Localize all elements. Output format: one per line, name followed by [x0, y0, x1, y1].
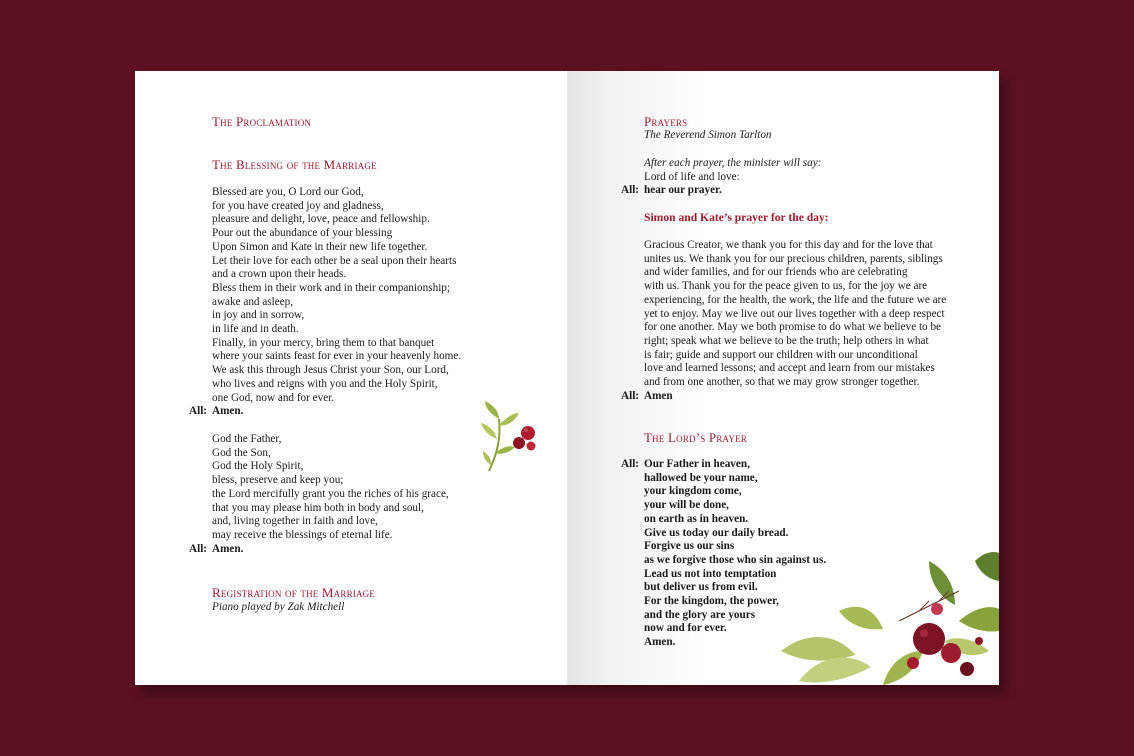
- blessing-line: Bless them in their work and in their companionship;: [212, 281, 451, 294]
- lords-prayer-line: Lead us not into temptation: [644, 567, 777, 580]
- registration-note: Piano played by Zak Mitchell: [212, 601, 345, 613]
- trinity-line: bless, preserve and keep you;: [212, 474, 344, 487]
- blessing-line: in joy and in sorrow,: [212, 309, 305, 322]
- proclamation-heading: The Proclamation: [212, 114, 312, 129]
- prayers-heading: Prayers: [644, 114, 688, 129]
- blessing-line: Let their love for each other be a seal upon their hearts: [212, 254, 457, 267]
- lords-prayer-line: and the glory are yours: [644, 608, 756, 621]
- blessing-line: We ask this through Jesus Christ your Son, our Lord,: [212, 364, 449, 377]
- response-label: All:: [621, 389, 640, 402]
- response-label: All:: [189, 542, 208, 555]
- right-page: [567, 71, 999, 685]
- blessing-line: in life and in death.: [212, 323, 299, 336]
- blessing-line: Upon Simon and Kate in their new life together.: [212, 240, 428, 253]
- trinity-line: that you may please him both in body and soul,: [212, 501, 424, 514]
- lords-prayer-line: your kingdom come,: [644, 485, 742, 498]
- response-label: All:: [189, 405, 208, 418]
- prayers-instruction: After each prayer, the minister will say:: [644, 157, 822, 169]
- lords-prayer-line-text: Our Father in heaven,: [644, 458, 750, 470]
- prayer-line: yet to enjoy. May we live out our lives together with a deep respect: [644, 307, 945, 320]
- lords-prayer-line: For the kingdom, the power,: [644, 595, 779, 608]
- lords-prayer-heading: The Lord’s Prayer: [644, 430, 748, 445]
- response-line: [189, 542, 449, 557]
- prayer-line: Gracious Creator, we thank you for this day and for the love that: [644, 239, 933, 251]
- blessing-line: Blessed are you, O Lord our God,: [212, 186, 364, 198]
- lords-prayer-line: [621, 458, 826, 472]
- prayer-line: and wider families, and for our friends who are celebrating: [644, 266, 908, 279]
- response-text: Amen: [644, 389, 673, 402]
- lords-prayer-line: on earth as in heaven.: [644, 512, 749, 525]
- blessing-line: Finally, in your mercy, bring them to that banquet: [212, 336, 435, 349]
- prayers-versicle: Lord of life and love:: [644, 170, 740, 183]
- blessing-line: awake and asleep,: [212, 295, 294, 308]
- response-line: [621, 184, 821, 198]
- trinity-line: God the Son,: [212, 446, 271, 459]
- response-text: Amen.: [212, 405, 244, 418]
- blessing-line: for you have created joy and gladness,: [212, 199, 384, 212]
- prayer-line: love and learned lessons; and accept and learn from our mistakes: [644, 362, 935, 375]
- prayers-minister: The Reverend Simon Tarlton: [644, 129, 772, 141]
- prayer-line: and from one another, so that we may grow stronger together.: [644, 376, 920, 389]
- prayer-line: right; speak what we believe to be the truth; help others in what: [644, 334, 929, 347]
- registration-heading: Registration of the Marriage: [212, 585, 376, 600]
- blessing-line: where your saints feast for ever in your heavenly home.: [212, 350, 462, 363]
- prayers-intro: [621, 157, 822, 198]
- floral-corner-icon: [779, 551, 999, 685]
- lords-prayer-line: your will be done,: [644, 499, 729, 512]
- trinity-line: may receive the blessings of eternal life.: [212, 528, 393, 541]
- blessing-line: pleasure and delight, love, peace and fellowship.: [212, 213, 430, 226]
- couple-prayer-text: [621, 239, 947, 403]
- lords-prayer-line: but deliver us from evil.: [644, 581, 758, 594]
- response-label: All:: [621, 184, 640, 197]
- blessing-heading: The Blessing of the Marriage: [212, 157, 377, 172]
- lords-prayer-line: Give us today our daily bread.: [644, 526, 789, 539]
- couple-prayer-heading: Simon and Kate’s prayer for the day:: [644, 211, 829, 224]
- trinity-line: and, living together in faith and love,: [212, 515, 378, 528]
- response-line: [621, 389, 946, 404]
- lords-prayer-line: hallowed be your name,: [644, 471, 758, 484]
- blessing-line: who lives and reigns with you and the Holy Spirit,: [212, 377, 438, 390]
- response-line: [189, 405, 461, 419]
- trinity-text: [189, 433, 449, 556]
- response-label: All:: [621, 458, 640, 470]
- lords-prayer-line: Forgive us our sins: [644, 540, 735, 553]
- prayer-line: with us. Thank you for the peace given to us, for the joy we are: [644, 280, 928, 293]
- prayer-line: for one another. May we both promise to do what we believe to be: [644, 321, 942, 334]
- response-text: hear our prayer.: [644, 184, 722, 197]
- holly-sprig-icon: [479, 399, 543, 475]
- blessing-line: and a crown upon their heads.: [212, 268, 347, 281]
- trinity-line: God the Holy Spirit,: [212, 460, 304, 473]
- lords-prayer-line: Amen.: [644, 636, 676, 649]
- prayer-line: unites us. We thank you for our precious children, parents, siblings: [644, 252, 943, 265]
- prayer-line: is fair; guide and support our children with our unconditional: [644, 348, 918, 361]
- lords-prayer-line: now and for ever.: [644, 622, 727, 635]
- prayer-line: experiencing, for the health, the work, the life and the future we are: [644, 293, 947, 306]
- blessing-line: one God, now and for ever.: [212, 391, 335, 404]
- blessing-text: [189, 186, 462, 419]
- order-of-service-booklet: [135, 71, 999, 685]
- trinity-line: the Lord mercifully grant you the riches of his grace,: [212, 487, 449, 500]
- left-page: [135, 71, 567, 685]
- lords-prayer-line: as we forgive those who sin against us.: [644, 553, 827, 566]
- trinity-line: God the Father,: [212, 433, 282, 445]
- response-text: Amen.: [212, 542, 244, 555]
- blessing-line: Pour out the abundance of your blessing: [212, 227, 393, 240]
